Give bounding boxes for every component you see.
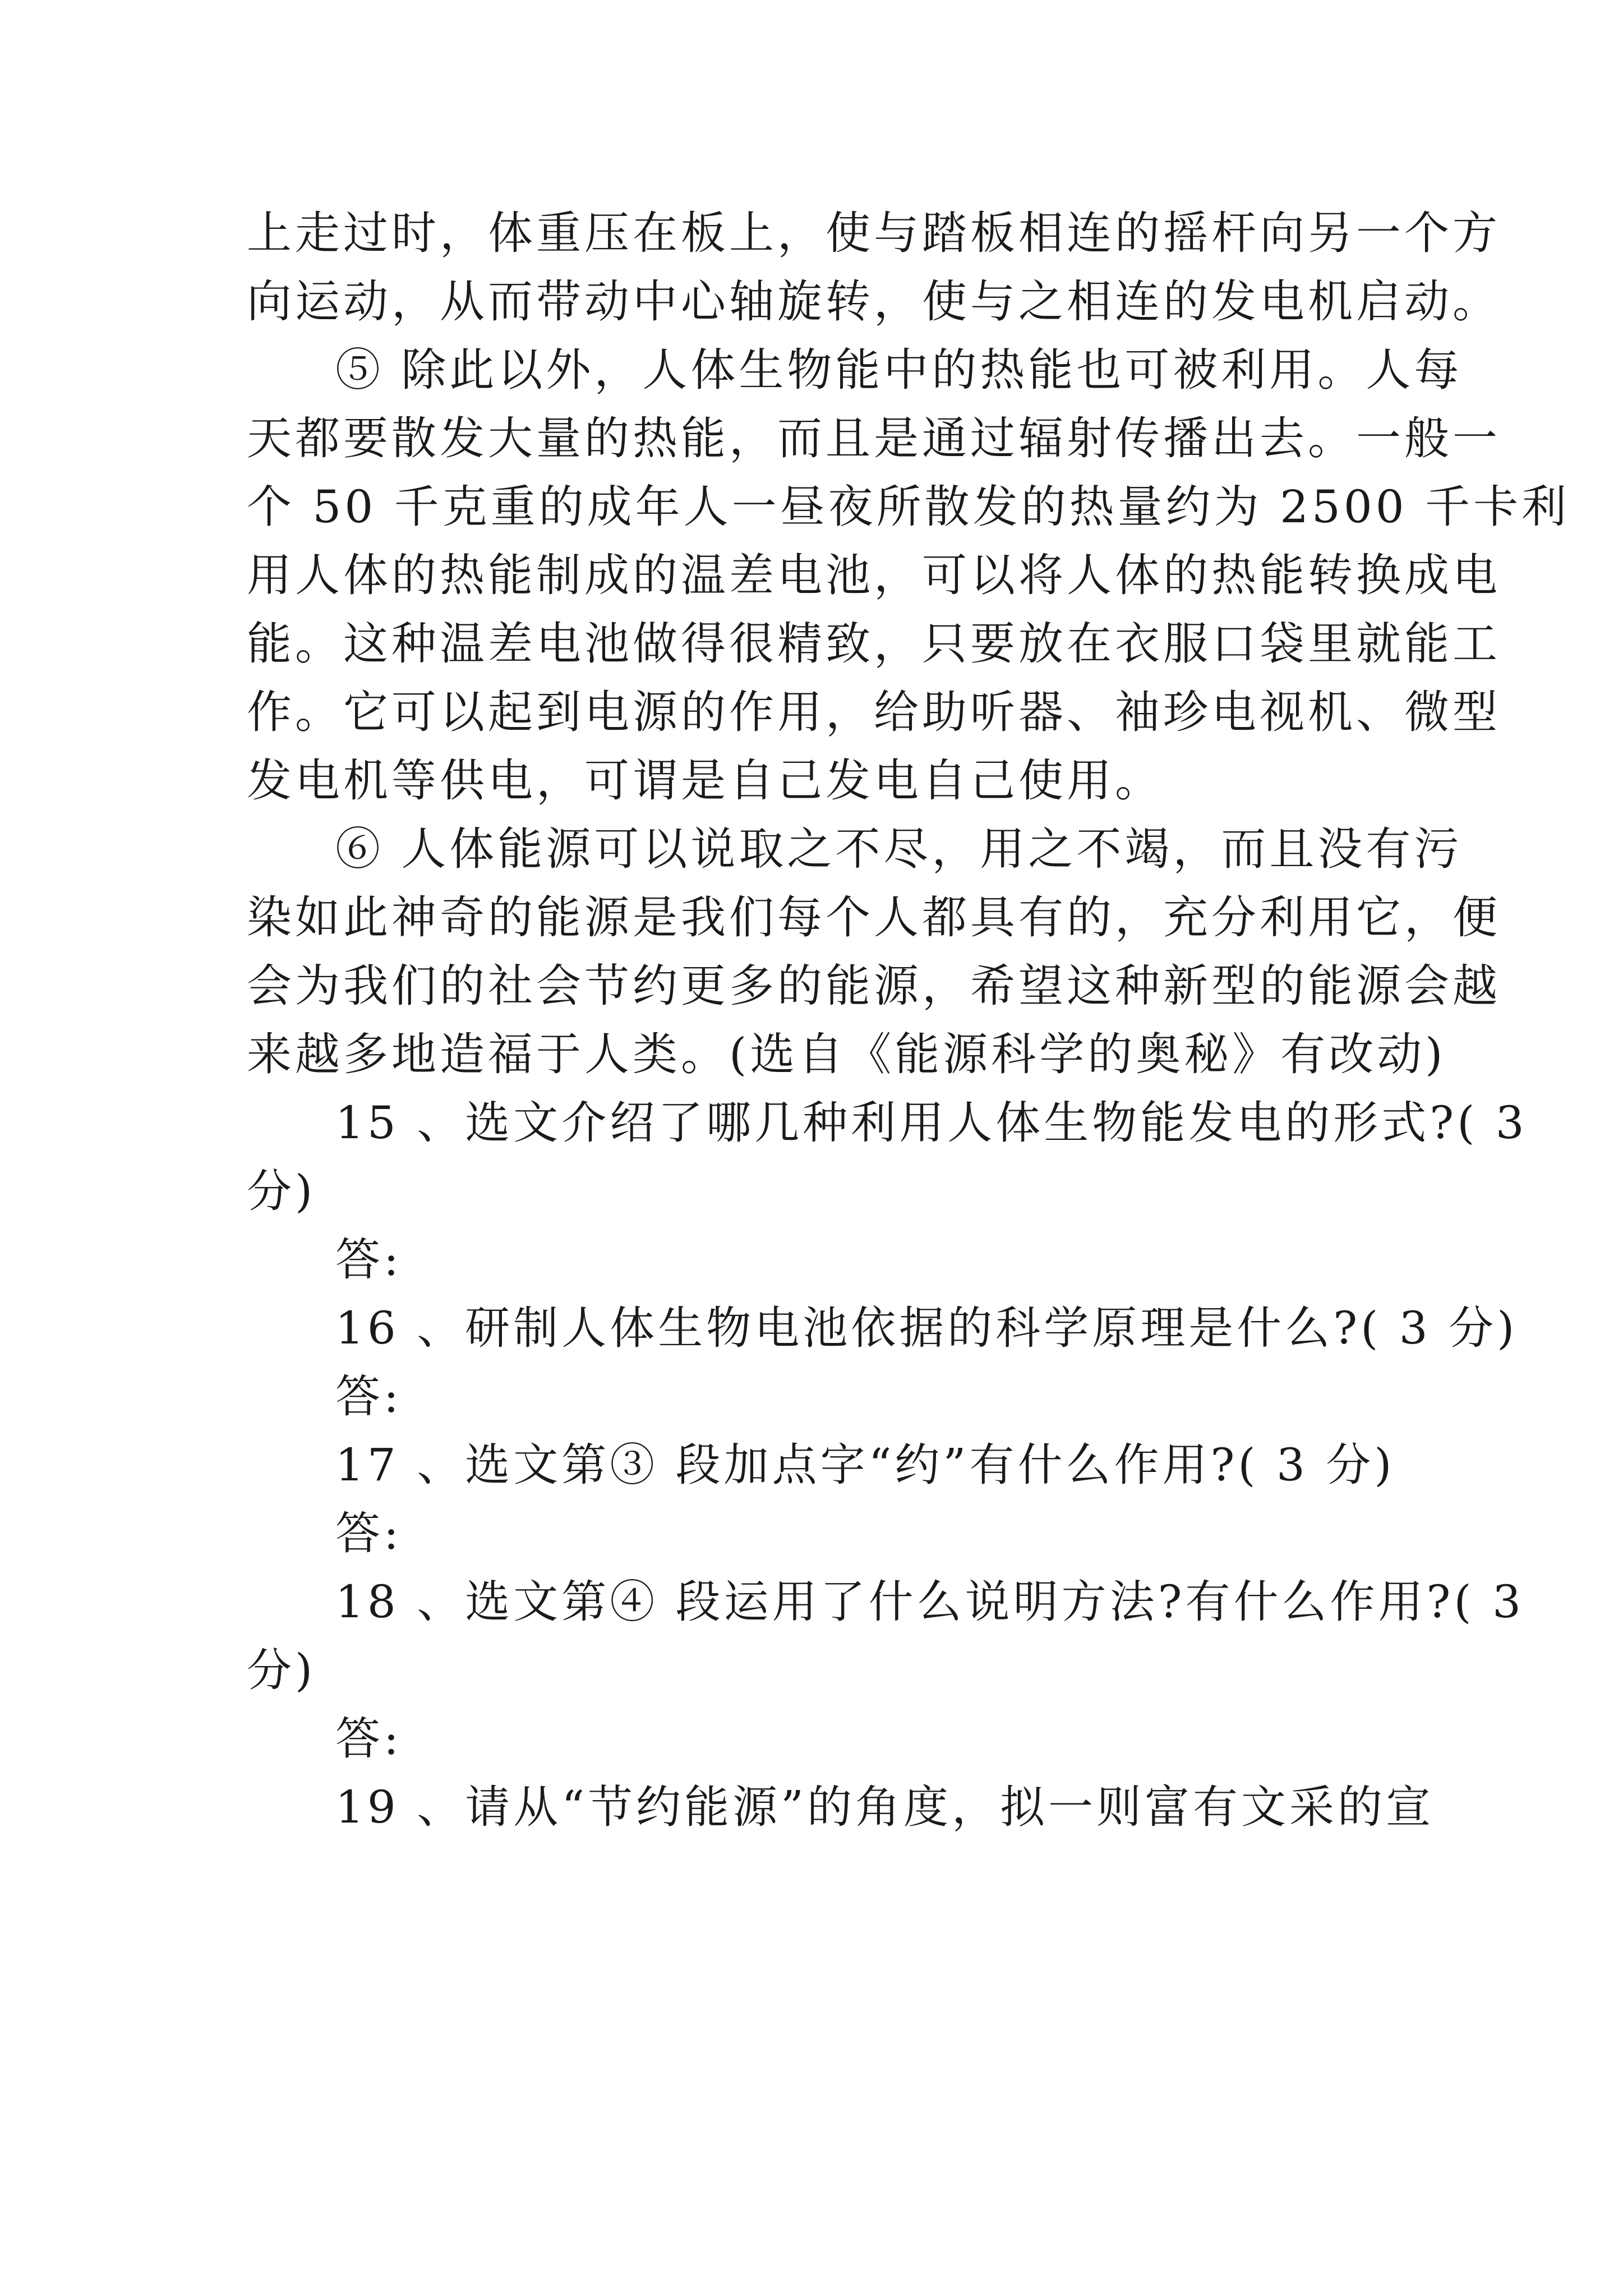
question-18: 18 、选文第④ 段运用了什么说明方法?有什么作用?( 3 — [335, 1576, 1524, 1628]
answer-label-16: 答: — [335, 1370, 402, 1423]
question-18-points: 分) — [247, 1644, 316, 1696]
text-line: 作。它可以起到电源的作用，给助听器、袖珍电视机、微型 — [247, 686, 1501, 738]
question-15-points: 分) — [247, 1165, 316, 1217]
question-17: 17 、选文第③ 段加点字“约”有什么作用?( 3 分) — [335, 1439, 1395, 1491]
text-line: 染如此神奇的能源是我们每个人都具有的，充分利用它，便 — [247, 891, 1501, 944]
paragraph-5-start: ⑤ 除此以外，人体生物能中的热能也可被利用。人每 — [335, 344, 1463, 396]
document-body — [247, 199, 1570, 1842]
answer-label-17: 答: — [335, 1507, 402, 1559]
text-line: 向运动，从而带动中心轴旋转，使与之相连的发电机启动。 — [247, 275, 1501, 328]
text-line: 能。这种温差电池做得很精致，只要放在衣服口袋里就能工 — [247, 618, 1501, 670]
paragraph-6-start: ⑥ 人体能源可以说取之不尽，用之不竭，而且没有污 — [335, 823, 1463, 875]
answer-label-15: 答: — [335, 1234, 402, 1286]
text-line: 上走过时，体重压在板上，使与踏板相连的摇杆向另一个方 — [247, 207, 1501, 259]
question-19: 19 、请从“节约能源”的角度，拟一则富有文采的宣 — [335, 1781, 1435, 1833]
text-line: 用人体的热能制成的温差电池，可以将人体的热能转换成电 — [247, 549, 1501, 601]
source-citation-line: 来越多地造福于人类。(选自《能源科学的奥秘》有改动) — [247, 1028, 1446, 1080]
text-line: 发电机等供电，可谓是自己发电自己使用。 — [247, 754, 1163, 807]
text-line: 天都要散发大量的热能，而且是通过辐射传播出去。一般一 — [247, 412, 1501, 464]
answer-label-18: 答: — [335, 1713, 402, 1765]
text-line: 会为我们的社会节约更多的能源，希望这种新型的能源会越 — [247, 960, 1501, 1012]
question-15: 15 、选文介绍了哪几种利用人体生物能发电的形式?( 3 — [335, 1097, 1528, 1149]
text-line: 个 50 千克重的成年人一昼夜所散发的热量约为 2500 千卡利 — [247, 481, 1570, 533]
question-16: 16 、研制人体生物电池依据的科学原理是什么?( 3 分) — [335, 1302, 1518, 1354]
